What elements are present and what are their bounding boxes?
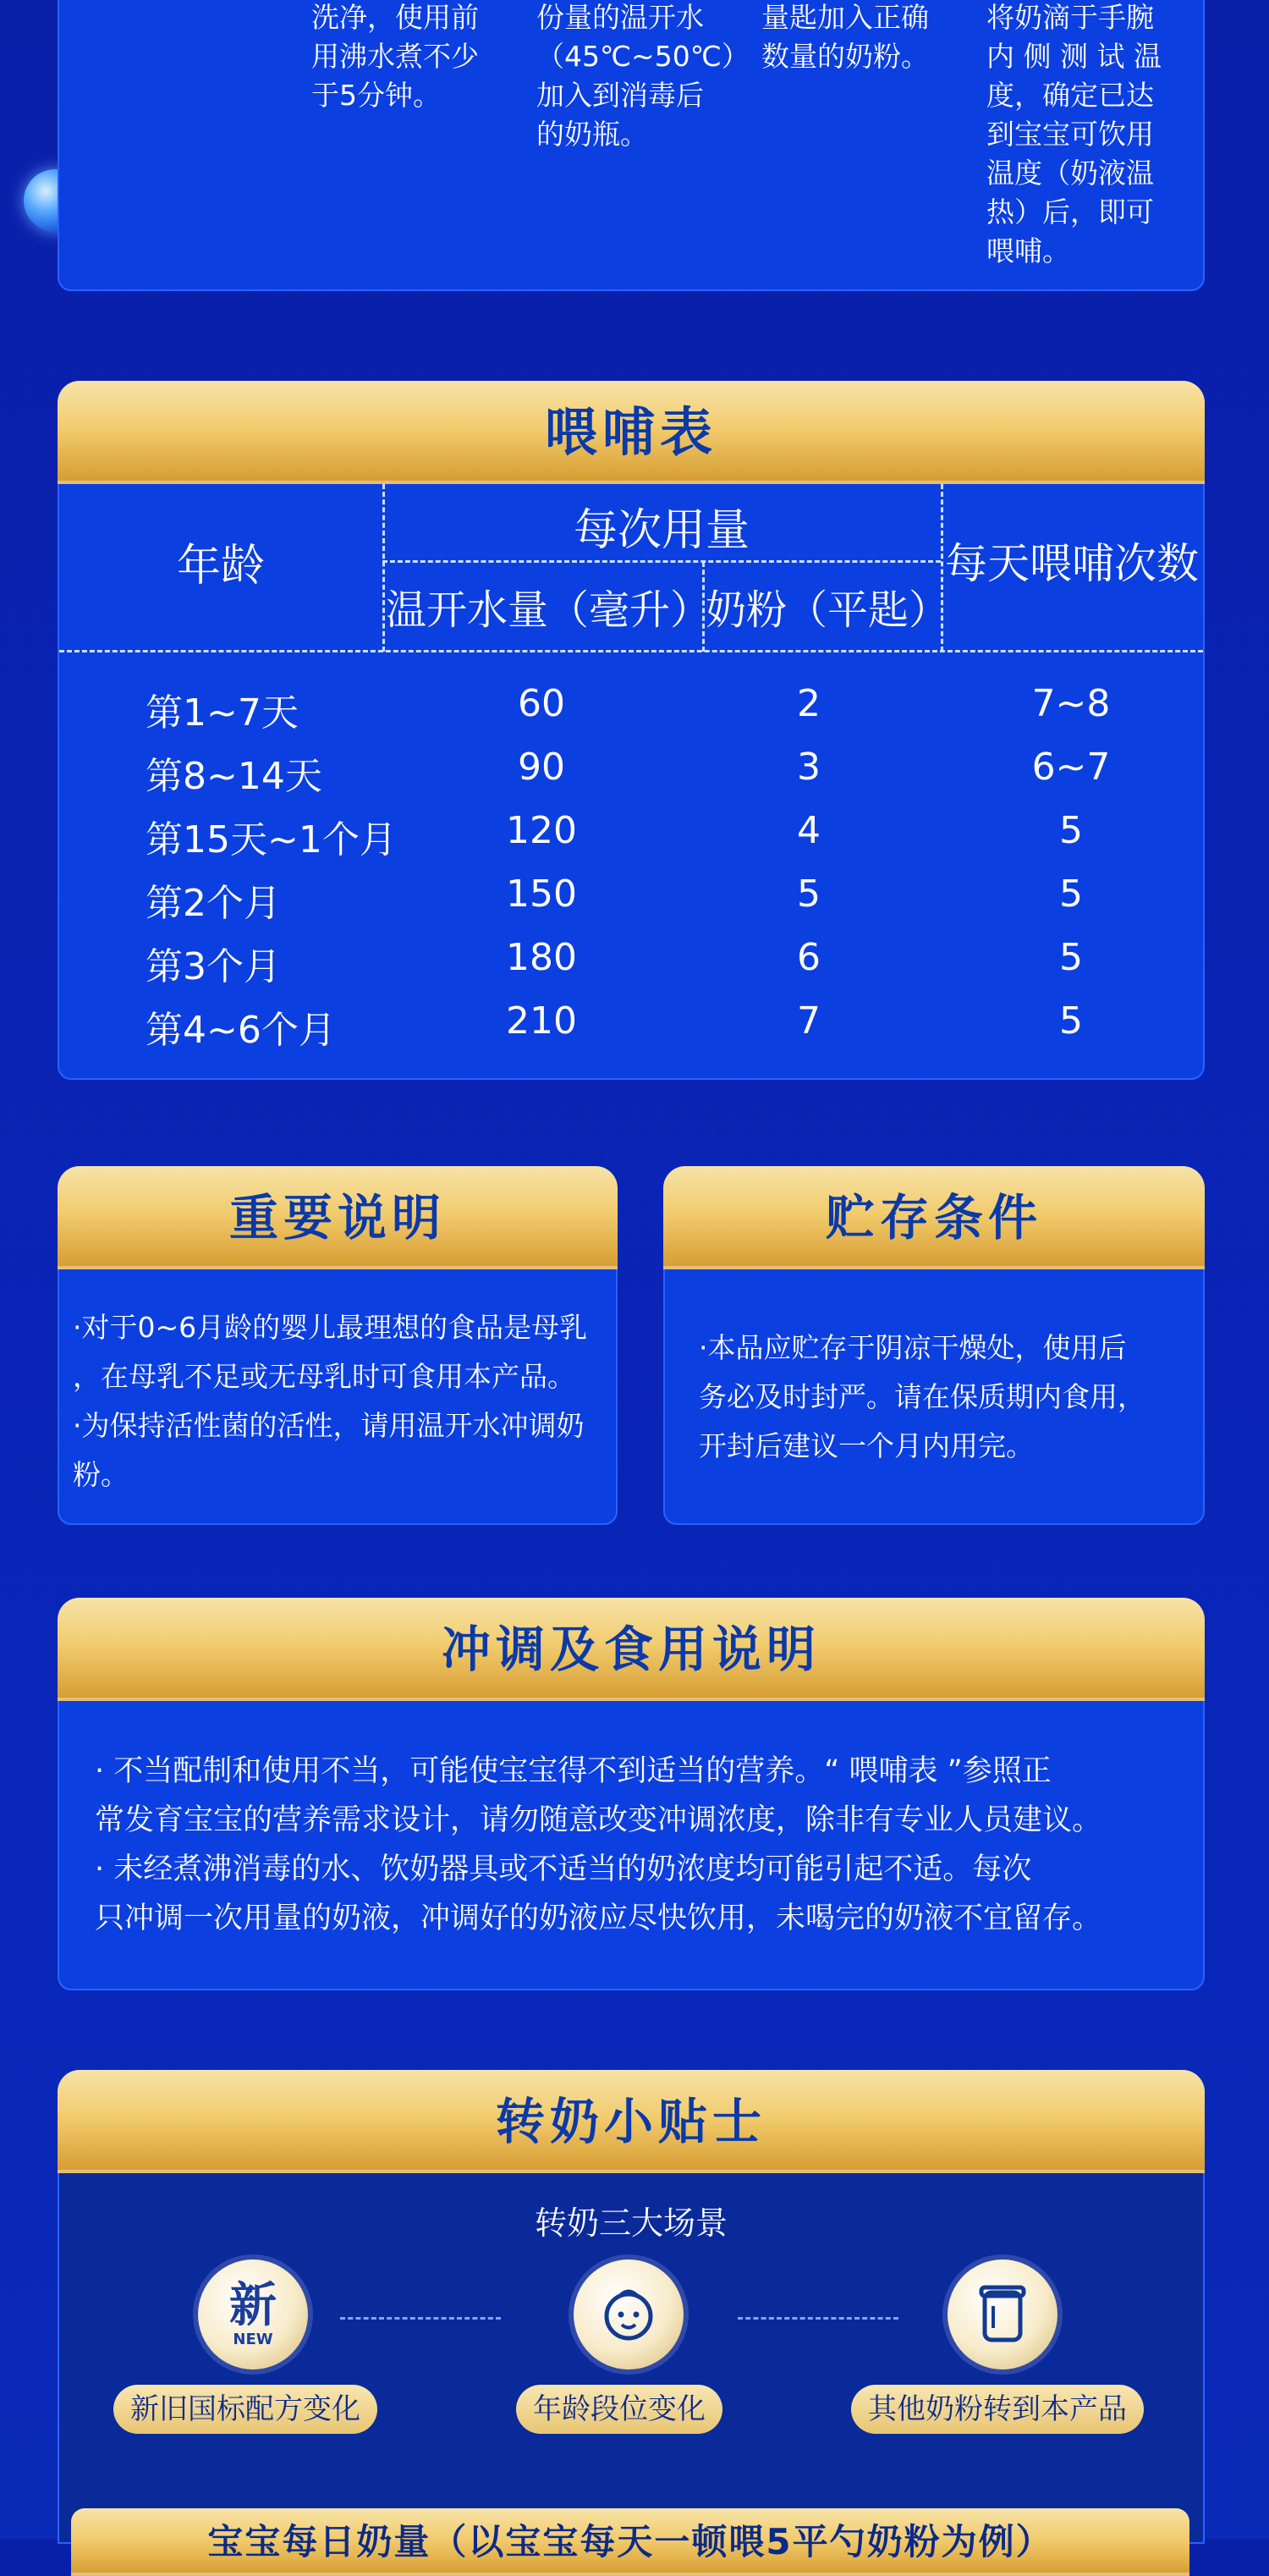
cell-daily: 6~7 xyxy=(1031,746,1111,789)
cell-water: 180 xyxy=(506,936,577,979)
prep-step-3: 量匙加入正确 数量的奶粉。 xyxy=(761,1,929,73)
col-header-age: 年龄 xyxy=(176,541,265,592)
cell-daily: 5 xyxy=(1059,872,1083,916)
usage-text: · 不当配制和使用不当，可能使宝宝得不到适当的营养。“ 喂哺表 ”参照正 常发育宝宝的营养需求设计，请勿随意改变冲调浓度，除非有专业人员建议。 · 未经煮沸消毒的水、饮奶器具或不适当的奶浓度均可能引起不适。每次 只冲调一次用量的奶液，冲调好的奶液应尽快饮用，未喝完的奶液不宜留存。 xyxy=(95,1754,1102,1935)
cell-daily: 5 xyxy=(1059,936,1083,979)
cell-age: 第8~14天 xyxy=(146,755,322,798)
important-title: 重要说明 xyxy=(58,1166,618,1269)
col-header-per-use: 每次用量 xyxy=(573,505,750,556)
important-text: ·对于0~6月龄的婴儿最理想的食品是母乳 ，在母乳不足或无母乳时可食用本产品。 ·为保持活性菌的活性，请用温开水冲调奶 粉。 xyxy=(73,1311,588,1491)
col-header-daily: 每天喂哺次数 xyxy=(945,539,1199,588)
feeding-table-title: 喂哺表 xyxy=(58,381,1205,484)
usage-title: 冲调及食用说明 xyxy=(58,1598,1205,1701)
cell-powder: 5 xyxy=(797,872,821,916)
tips-subtitle: 转奶三大场景 xyxy=(534,2204,728,2242)
tips-title: 转奶小贴士 xyxy=(58,2070,1205,2173)
table-divider xyxy=(59,650,1203,652)
cell-daily: 7~8 xyxy=(1031,682,1111,725)
daily-milk-banner: 宝宝每日奶量（以宝宝每天一顿喂5平勺奶粉为例） xyxy=(71,2508,1189,2576)
cell-powder: 2 xyxy=(797,682,821,725)
cell-age: 第2个月 xyxy=(146,882,281,925)
prep-step-1: 洗净，使用前 用沸水煮不少 于5分钟。 xyxy=(311,1,479,112)
new-badge-icon: 新 NEW xyxy=(198,2260,308,2370)
col-header-water: 温开水量（毫升） xyxy=(386,586,711,634)
cell-age: 第15天~1个月 xyxy=(146,818,397,861)
cell-daily: 5 xyxy=(1059,999,1083,1043)
cell-powder: 4 xyxy=(797,809,821,852)
tip-label-3: 其他奶粉转到本产品 xyxy=(851,2385,1144,2434)
tip-connector xyxy=(340,2317,501,2320)
cell-powder: 7 xyxy=(797,999,821,1043)
cell-powder: 3 xyxy=(797,746,821,789)
table-divider xyxy=(382,560,941,563)
prep-step-2: 份量的温开水 （45℃~50℃） 加入到消毒后 的奶瓶。 xyxy=(536,1,750,151)
tip-label-1: 新旧国标配方变化 xyxy=(113,2385,377,2434)
tip-label-2: 年龄段位变化 xyxy=(516,2385,722,2434)
col-header-powder: 奶粉（平匙） xyxy=(706,586,950,634)
cell-age: 第4~6个月 xyxy=(146,1009,336,1052)
cell-water: 90 xyxy=(518,746,565,789)
cell-daily: 5 xyxy=(1059,809,1083,852)
prep-step-4: 将奶滴于手腕 内 侧 测 试 温 度，确定已达 到宝宝可饮用 温度（奶液温 热）后，即可 喂哺。 xyxy=(986,1,1162,267)
cell-water: 150 xyxy=(506,872,577,916)
cell-powder: 6 xyxy=(797,936,821,979)
cell-water: 120 xyxy=(506,809,577,852)
cell-water: 210 xyxy=(506,999,577,1043)
storage-title: 贮存条件 xyxy=(663,1166,1205,1269)
milk-can-icon xyxy=(948,2260,1058,2370)
storage-text: ·本品应贮存于阴凉干燥处，使用后 务必及时封严。请在保质期内食用， 开封后建议一个月内用完。 xyxy=(699,1331,1145,1462)
baby-face-icon xyxy=(574,2260,684,2370)
cell-age: 第3个月 xyxy=(146,945,281,988)
cell-water: 60 xyxy=(518,682,565,725)
tip-connector xyxy=(738,2317,898,2320)
cell-age: 第1~7天 xyxy=(146,691,299,735)
